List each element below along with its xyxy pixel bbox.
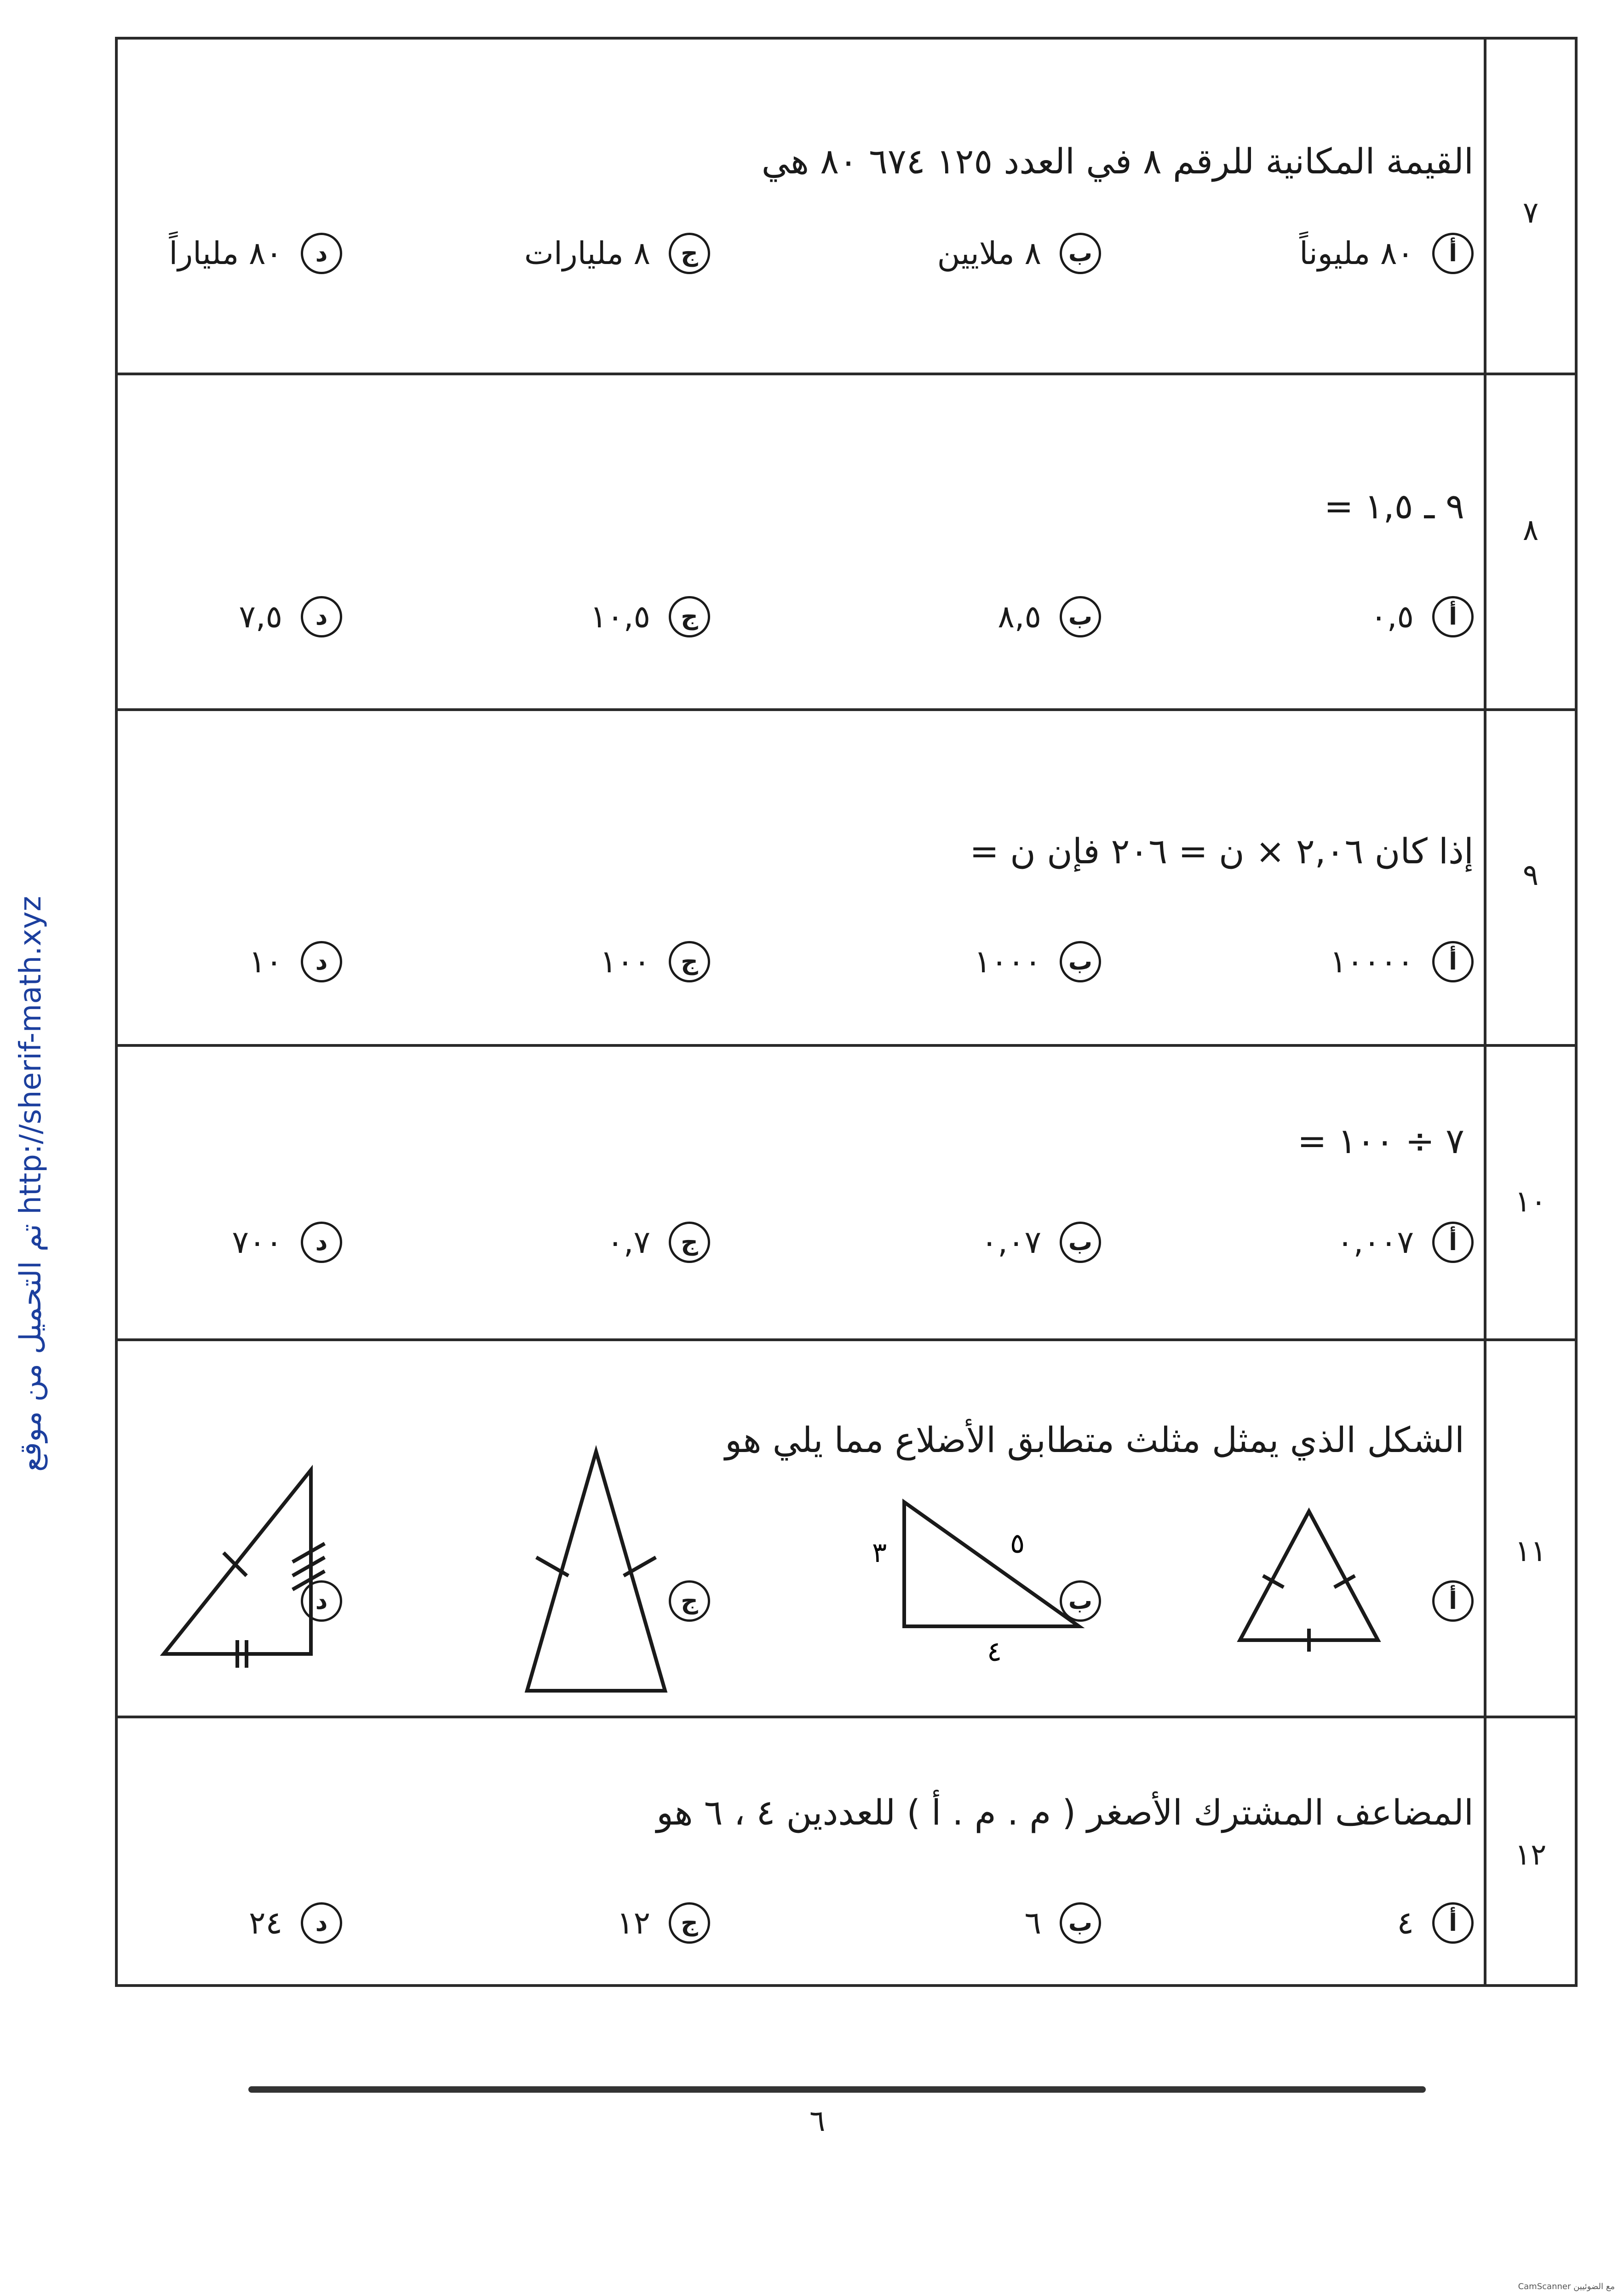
option-a[interactable] [1330,941,1474,982]
option-c[interactable] [590,596,710,637]
option-value: ٨٠ ملياراً [169,235,282,272]
option-value: ١٠٠٠ [974,943,1041,980]
option-value: ١٠,٥ [590,598,650,635]
option-a[interactable] [1299,233,1474,274]
option-letter-circle: د [301,1222,342,1263]
option-c[interactable] [600,941,710,982]
option-letter-circle: ج [669,1902,710,1944]
option-c[interactable] [524,233,710,274]
option-b[interactable] [974,941,1101,982]
question-text: ٧ ÷ ١٠٠ = [1297,1120,1464,1161]
option-value: ٤ [1397,1905,1414,1941]
option-letter-circle: أ [1432,1222,1474,1263]
option-b[interactable] [998,596,1101,637]
equilateral-triangle-figure [1231,1502,1387,1649]
question-row-7 [118,40,1575,375]
footer-divider [248,2086,1426,2093]
option-d[interactable] [232,1222,342,1263]
question-number: ١٢ [1515,1838,1547,1872]
option-letter-circle: أ [1432,1580,1474,1622]
option-letter-circle: ب [1060,233,1101,274]
option-b[interactable] [1024,1902,1101,1944]
page-number: ٦ [809,2104,826,2138]
option-b[interactable] [937,233,1101,274]
option-letter-circle: ب [1060,941,1101,982]
question-row-12 [118,1718,1575,1990]
right-triangle-figure [863,1479,1102,1668]
option-letter-circle: أ [1432,233,1474,274]
option-value: ٨ مليارات [524,235,650,272]
option-letter-circle: ب [1060,1902,1101,1944]
option-a[interactable] [1370,596,1474,637]
option-letter-circle: أ [1432,596,1474,637]
option-letter-circle: د [301,596,342,637]
question-number: ١٠ [1515,1185,1547,1219]
option-letter-circle: ج [669,596,710,637]
option-value: ٠,٥ [1370,598,1414,635]
option-letter-circle: ب [1060,1580,1101,1622]
question-text: المضاعف المشترك الأصغر ( م . م . أ ) للعددين ٤ ، ٦ هو [656,1792,1474,1833]
side-label-4: ٤ [987,1636,1002,1668]
option-letter-circle: د [301,1580,342,1622]
option-value: ٠,٠٧ [981,1224,1041,1261]
option-d[interactable] [249,941,342,982]
question-table [115,37,1578,1987]
scanner-watermark: CamScanner مع الضوئيين [1518,2282,1615,2291]
question-text: القيمة المكانية للرقم ٨ في العدد ١٢٥ ٦٧٤ ٨٠ هي [761,141,1474,182]
scalene-triangle-figure [155,1461,320,1672]
question-row-8 [118,375,1575,711]
option-value: ٨,٥ [998,598,1041,635]
option-a[interactable] [1397,1902,1474,1944]
side-label-5: ٥ [1010,1527,1025,1560]
question-number: ١١ [1515,1534,1547,1568]
question-number: ٩ [1522,858,1539,892]
question-row-10 [118,1047,1575,1341]
option-value: ٧٠٠ [232,1224,282,1261]
option-letter-circle: ب [1060,596,1101,637]
option-d[interactable] [239,596,342,637]
question-row-9 [118,711,1575,1047]
option-value: ١٠٠٠٠ [1330,943,1414,980]
option-letter-circle: د [301,1902,342,1944]
download-source-note: تم التحميل من موقع http://sherif-math.xyz [14,896,48,1472]
question-number: ٧ [1522,196,1539,230]
option-a[interactable] [1432,1580,1474,1622]
option-letter-circle: ج [669,1580,710,1622]
option-value: ٨ ملايين [937,235,1041,272]
option-value: ٠,٧ [607,1224,650,1261]
isosceles-triangle-figure [513,1442,679,1700]
question-number: ٨ [1522,513,1539,547]
option-d[interactable] [169,233,342,274]
option-value: ١٠٠ [600,943,650,980]
question-row-11 [118,1341,1575,1718]
option-value: ٦ [1024,1905,1041,1941]
option-a[interactable] [1337,1222,1474,1263]
option-letter-circle: ج [669,233,710,274]
option-value: ٧,٥ [239,598,282,635]
option-value: ٨٠ مليوناً [1299,235,1414,272]
question-text: إذا كان ٢,٠٦ × ن = ٢٠٦ فإن ن = [970,831,1474,872]
option-letter-circle: ب [1060,1222,1101,1263]
question-text: ٩ ـ ١,٥ = [1324,486,1464,527]
option-letter-circle: أ [1432,1902,1474,1944]
option-letter-circle: د [301,941,342,982]
option-letter-circle: أ [1432,941,1474,982]
option-letter-circle: د [301,233,342,274]
side-label-3: ٣ [872,1537,887,1569]
option-d[interactable] [249,1902,342,1944]
option-c[interactable] [617,1902,710,1944]
option-value: ١٢ [616,1905,650,1941]
option-value: ٢٤ [248,1905,282,1941]
option-letter-circle: ج [669,1222,710,1263]
option-letter-circle: ج [669,941,710,982]
option-value: ١٠ [248,943,282,980]
option-b[interactable] [981,1222,1101,1263]
question-text: الشكل الذي يمثل مثلث متطابق الأضلاع مما يلي هو [725,1419,1464,1460]
option-c[interactable] [607,1222,710,1263]
option-value: ٠,٠٠٧ [1337,1224,1414,1261]
